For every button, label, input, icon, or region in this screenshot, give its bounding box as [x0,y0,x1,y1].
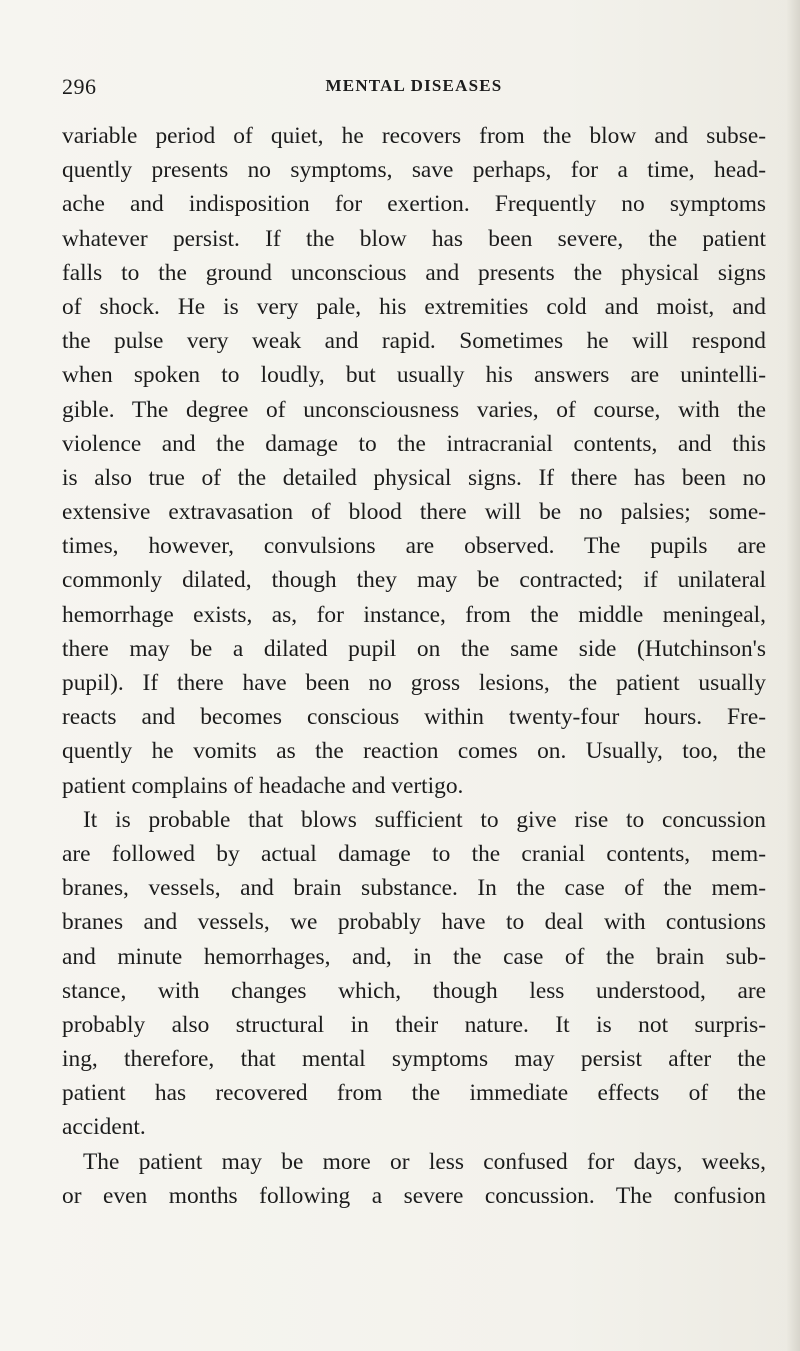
page-header [62,74,766,104]
text-line: ache and indisposition for exertion. Frequently no symptoms [62,191,766,218]
text-line: hemorrhage exists, as, for instance, from the middle meningeal, [62,601,766,628]
text-line: commonly dilated, though they may be contracted; if unilateral [62,567,766,594]
text-line: the pulse very weak and rapid. Sometimes he will respond [62,328,766,355]
text-line: are followed by actual damage to the cranial contents, mem- [62,840,766,867]
text-line: probably also structural in their nature. It is not surpris- [62,1011,766,1038]
text-line: quently he vomits as the reaction comes on. Usually, too, the [62,738,766,765]
text-line: is also true of the detailed physical signs. If there has been no [62,464,766,491]
text-line: accident. [62,1114,146,1141]
text-line: reacts and becomes conscious within twenty-four hours. Fre- [62,704,766,731]
text-line: and minute hemorrhages, and, in the case of the brain sub- [62,943,766,970]
text-line: stance, with changes which, though less understood, are [62,977,766,1004]
text-line: quently presents no symptoms, save perhaps, for a time, head- [62,157,766,184]
text-line: extensive extravasation of blood there will be no palsies; some- [62,499,766,526]
body-text [62,119,766,1213]
text-line: violence and the damage to the intracranial contents, and this [62,430,766,457]
page-number: 296 [62,74,97,99]
text-line: branes and vessels, we probably have to deal with contusions [62,909,766,936]
text-line: whatever persist. If the blow has been severe, the patient [62,225,766,252]
page-edge-shadow [786,0,800,1351]
text-line: branes, vessels, and brain substance. In the case of the mem- [62,875,766,902]
text-line: ing, therefore, that mental symptoms may persist after the [62,1046,766,1073]
paragraph-start-line: The patient may be more or less confused for days, weeks, [83,1148,766,1175]
text-line: patient has recovered from the immediate effects of the [62,1080,766,1107]
text-line: variable period of quiet, he recovers from the blow and subse- [62,123,766,149]
text-line: pupil). If there have been no gross lesions, the patient usually [62,670,766,696]
text-line: of shock. He is very pale, his extremities cold and moist, and [62,293,766,320]
text-line: patient complains of headache and vertigo. [62,772,464,799]
text-line: when spoken to loudly, but usually his answers are unintelli- [62,362,766,389]
text-line: times, however, convulsions are observed. The pupils are [62,533,766,560]
text-line: or even months following a severe concussion. The confusion [62,1182,766,1209]
text-line: gible. The degree of unconsciousness varies, of course, with the [62,396,766,423]
text-line: there may be a dilated pupil on the same side (Hutchinson's [62,635,766,662]
text-line: falls to the ground unconscious and presents the physical signs [62,259,766,286]
running-title: MENTAL DISEASES [325,76,503,95]
paragraph-start-line: It is probable that blows sufficient to give rise to concussion [83,806,766,833]
